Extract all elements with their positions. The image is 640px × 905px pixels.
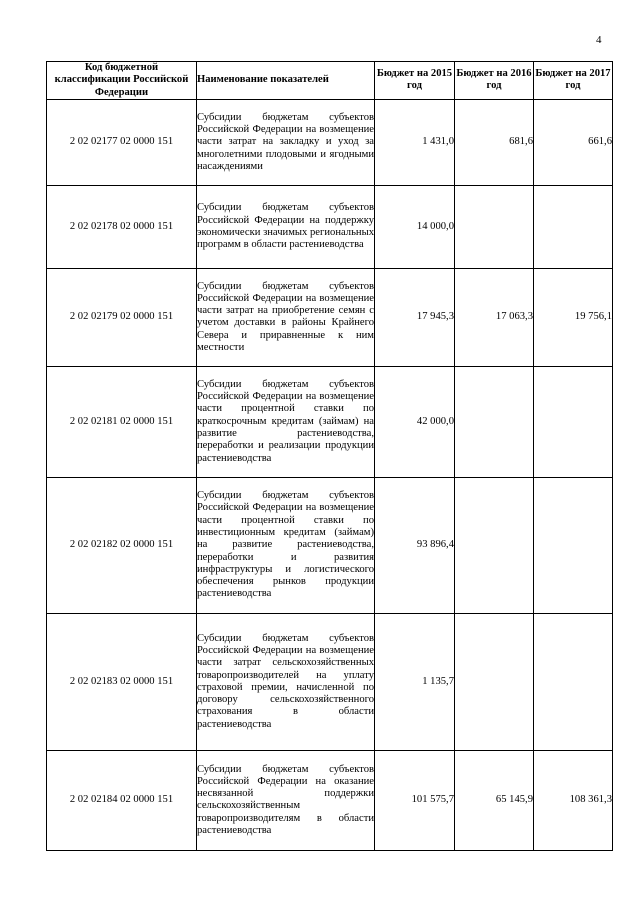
table-row [47, 99, 613, 185]
cell-name: Субсидии бюджетам субъектов Российской Федерации на оказание несвязанной поддержки сельскохозяйственным товаропроизводителям в области растениеводства [197, 750, 375, 850]
cell-budget-2016: 65 145,9 [455, 750, 534, 850]
header-budget-2017: Бюджет на 2017 год [534, 62, 613, 100]
header-budget-2015: Бюджет на 2015 год [375, 62, 455, 100]
cell-budget-2017: 108 361,3 [534, 750, 613, 850]
cell-budget-2016 [455, 366, 534, 477]
table-header-row [47, 62, 613, 100]
cell-budget-2015: 42 000,0 [375, 366, 455, 477]
cell-code: 2 02 02182 02 0000 151 [47, 477, 197, 613]
cell-name: Субсидии бюджетам субъектов Российской Федерации на возмещение части затрат сельскохозяйственных товаропроизводителей на уплату страховой премии, начисленной по договору сельскохозяйственного страхования в области растениеводства [197, 613, 375, 750]
cell-budget-2016 [455, 185, 534, 268]
cell-budget-2015: 101 575,7 [375, 750, 455, 850]
cell-budget-2016 [455, 477, 534, 613]
cell-budget-2017 [534, 185, 613, 268]
cell-name: Субсидии бюджетам субъектов Российской Федерации на возмещение части затрат на закладку и уход за многолетними плодовыми и ягодными насаждениями [197, 99, 375, 185]
cell-budget-2015: 1 135,7 [375, 613, 455, 750]
cell-budget-2017: 661,6 [534, 99, 613, 185]
budget-table [46, 61, 613, 851]
table-row [47, 613, 613, 750]
cell-name: Субсидии бюджетам субъектов Российской Федерации на поддержку экономически значимых региональных программ в области растениеводства [197, 185, 375, 268]
header-code: Код бюджетной классификации Российской Федерации [47, 62, 197, 100]
table-row [47, 477, 613, 613]
table-row [47, 750, 613, 850]
cell-budget-2015: 14 000,0 [375, 185, 455, 268]
cell-code: 2 02 02184 02 0000 151 [47, 750, 197, 850]
table-row [47, 268, 613, 366]
cell-budget-2016: 681,6 [455, 99, 534, 185]
cell-budget-2017 [534, 477, 613, 613]
cell-name: Субсидии бюджетам субъектов Российской Федерации на возмещение части процентной ставки по инвестиционным кредитам (займам) на развитие растениеводства, переработки и развития инфраструктуры и логистического обеспечения рынков продукции растениеводства [197, 477, 375, 613]
table-row [47, 366, 613, 477]
cell-budget-2015: 17 945,3 [375, 268, 455, 366]
page-number: 4 [596, 34, 602, 46]
cell-budget-2015: 1 431,0 [375, 99, 455, 185]
cell-budget-2015: 93 896,4 [375, 477, 455, 613]
cell-code: 2 02 02177 02 0000 151 [47, 99, 197, 185]
cell-budget-2017 [534, 613, 613, 750]
header-name: Наименование показателей [197, 62, 375, 100]
cell-name: Субсидии бюджетам субъектов Российской Федерации на возмещение части затрат на приобретение семян с учетом доставки в районы Крайнего Севера и приравненные к ним местности [197, 268, 375, 366]
cell-budget-2016: 17 063,3 [455, 268, 534, 366]
table-row [47, 185, 613, 268]
cell-budget-2017 [534, 366, 613, 477]
cell-name: Субсидии бюджетам субъектов Российской Федерации на возмещение части процентной ставки по краткосрочным кредитам (займам) на развитие растениеводства, переработки и реализации продукции растениеводства [197, 366, 375, 477]
cell-code: 2 02 02179 02 0000 151 [47, 268, 197, 366]
cell-code: 2 02 02178 02 0000 151 [47, 185, 197, 268]
cell-code: 2 02 02183 02 0000 151 [47, 613, 197, 750]
header-budget-2016: Бюджет на 2016 год [455, 62, 534, 100]
cell-budget-2017: 19 756,1 [534, 268, 613, 366]
cell-code: 2 02 02181 02 0000 151 [47, 366, 197, 477]
cell-budget-2016 [455, 613, 534, 750]
